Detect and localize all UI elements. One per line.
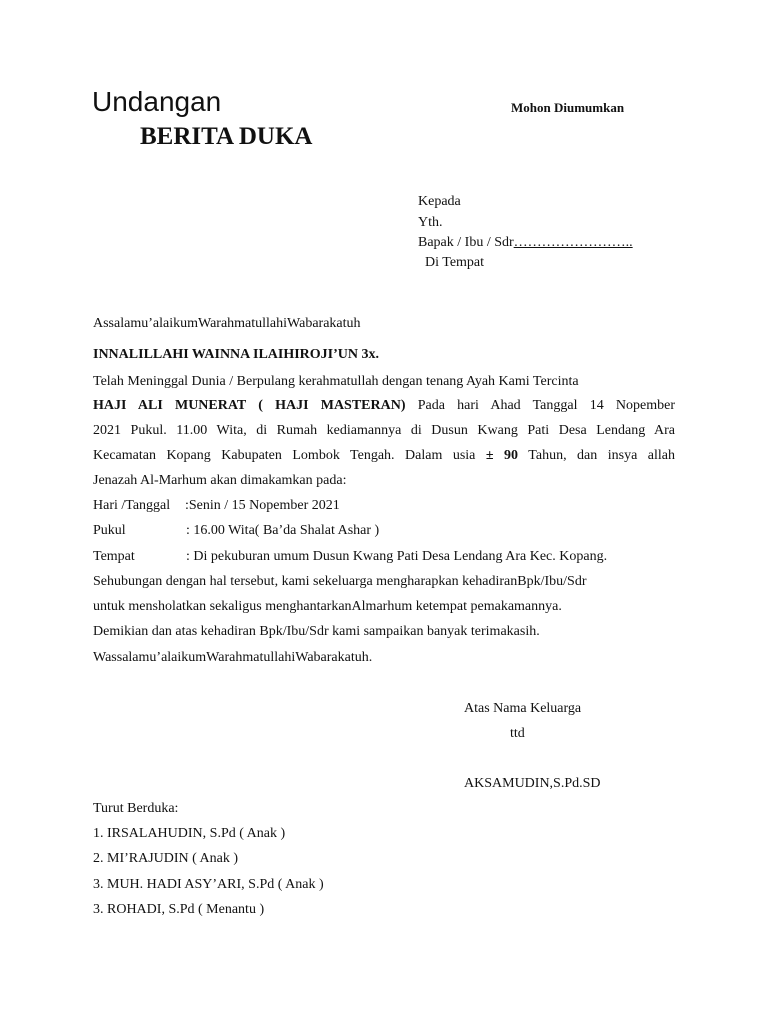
- deceased-name: HAJI ALI MUNERAT ( HAJI MASTERAN): [93, 398, 406, 413]
- page-title: BERITA DUKA: [140, 123, 313, 150]
- hari-label: Hari /Tanggal: [93, 498, 171, 513]
- pukul-row: [93, 523, 675, 539]
- hari-row: [93, 498, 675, 514]
- yth-label: Yth.: [418, 215, 443, 230]
- undangan-heading: Undangan: [92, 86, 222, 117]
- closing-line-2: untuk mensholatkan sekaligus menghantarkanAlmarhum ketempat pemakamannya.: [93, 599, 562, 614]
- salam-opening: Assalamu’alaikumWarahmatullahiWabarakatuh: [93, 316, 361, 331]
- list-item: 3. ROHADI, S.Pd ( Menantu ): [93, 902, 265, 917]
- di-tempat-label: Di Tempat: [425, 255, 485, 270]
- pukul-value: : 16.00 Wita( Ba’da Shalat Ashar ): [186, 523, 380, 538]
- hari-value: :Senin / 15 Nopember 2021: [185, 498, 340, 513]
- announcement-line-4: [93, 448, 675, 464]
- signatory-name: AKSAMUDIN,S.Pd.SD: [464, 776, 601, 791]
- announcement-line-1: Telah Meninggal Dunia / Berpulang kerahmatullah dengan tenang Ayah Kami Tercinta: [93, 374, 579, 389]
- innalillahi-line: INNALILLAHI WAINNA ILAIHIROJI’UN 3x.: [93, 347, 380, 362]
- atas-nama-keluarga: Atas Nama Keluarga: [464, 701, 582, 716]
- salam-closing: Wassalamu’alaikumWarahmatullahiWabarakatuh.: [93, 650, 373, 665]
- ttd-label: ttd: [510, 726, 525, 741]
- turut-berduka-heading: Turut Berduka:: [93, 801, 179, 816]
- pukul-label: Pukul: [93, 523, 126, 538]
- announcement-line-2-rest: Pada hari Ahad Tanggal 14 Nopember: [405, 398, 675, 413]
- announcement-line-4-a: Kecamatan Kopang Kabupaten Lombok Tengah. Dalam usia: [93, 448, 486, 463]
- list-item: 3. MUH. HADI ASY’ARI, S.Pd ( Anak ): [93, 877, 324, 892]
- announcement-line-5: Jenazah Al-Marhum akan dimakamkan pada:: [93, 473, 347, 488]
- tempat-label: Tempat: [93, 549, 135, 564]
- announcement-line-3: 2021 Pukul. 11.00 Wita, di Rumah kediamannya di Dusun Kwang Pati Desa Lendang Ara: [93, 423, 675, 438]
- recipient-prefix: Bapak / Ibu / Sdr: [418, 235, 514, 250]
- announcement-line-2: [93, 398, 675, 414]
- mohon-diumumkan-label: Mohon Diumumkan: [511, 100, 625, 115]
- tempat-value: : Di pekuburan umum Dusun Kwang Pati Desa Lendang Ara Kec. Kopang.: [186, 549, 608, 564]
- recipient-line: [418, 235, 633, 251]
- announcement-line-4-b: Tahun, dan insya allah: [518, 448, 675, 463]
- age-value: ± 90: [485, 448, 519, 463]
- list-item: 1. IRSALAHUDIN, S.Pd ( Anak ): [93, 826, 286, 841]
- list-item: 2. MI’RAJUDIN ( Anak ): [93, 851, 239, 866]
- recipient-blank: ……………………..: [513, 235, 633, 250]
- closing-line-3: Demikian dan atas kehadiran Bpk/Ibu/Sdr kami sampaikan banyak terimakasih.: [93, 624, 540, 639]
- closing-line-1: Sehubungan dengan hal tersebut, kami sekeluarga mengharapkan kehadiranBpk/Ibu/Sdr: [93, 574, 587, 589]
- tempat-row: [93, 549, 675, 565]
- kepada-label: Kepada: [418, 194, 461, 209]
